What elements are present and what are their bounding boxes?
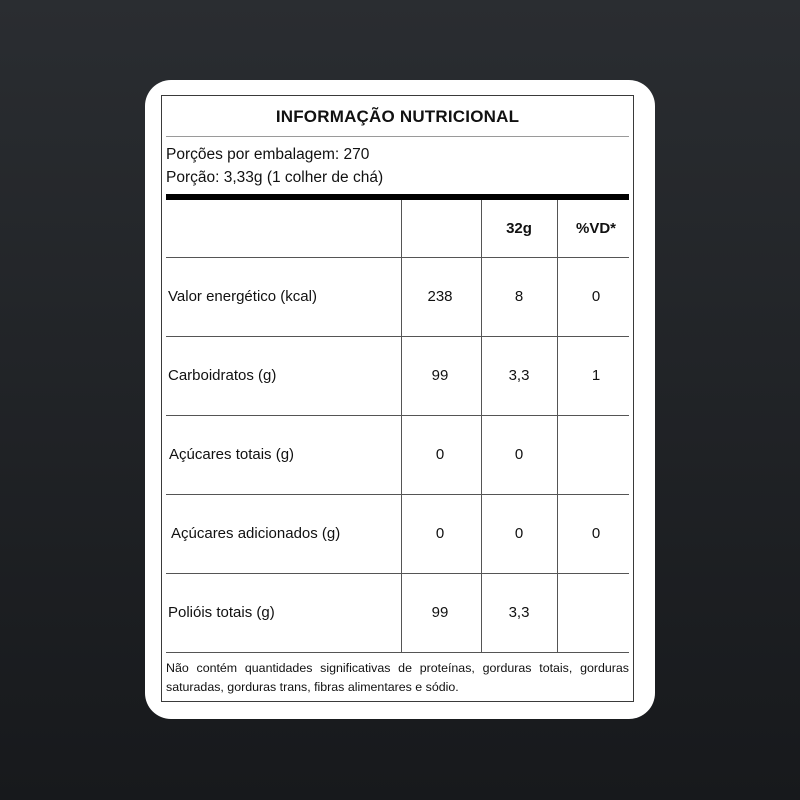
value-daily-percent: 1 [591,367,601,384]
nutrient-name: Carboidratos (g) [168,367,277,384]
value-per-100g: 99 [431,604,449,621]
value-per-serving: 8 [514,288,524,305]
label-title: INFORMAÇÃO NUTRICIONAL [275,107,520,126]
row-divider [166,652,629,653]
nutrition-table [166,200,629,653]
value-per-100g: 238 [427,288,453,305]
value-per-100g: 0 [435,446,445,463]
header-per-serving: 32g [506,220,532,237]
serving-size: Porção: 3,33g (1 colher de chá) [166,169,384,186]
title-divider [166,136,629,137]
footnote: Não contém quantidades significativas de proteínas, gorduras totais, gorduras saturadas, gorduras trans, fibras alimentares e sódio. [166,661,629,694]
nutrient-name: Valor energético (kcal) [168,288,317,305]
nutrition-card [145,80,655,719]
row-divider [166,336,629,337]
row-divider [166,415,629,416]
servings-per-package: Porções por embalagem: 270 [166,146,370,163]
nutrient-name: Açúcares totais (g) [169,446,295,463]
nutrition-label [161,95,634,702]
header-daily-value: %VD* [575,220,617,237]
row-divider [166,494,629,495]
row-divider [166,573,629,574]
row-divider [166,257,629,258]
value-daily-percent: 0 [591,288,601,305]
value-per-100g: 0 [435,525,445,542]
nutrient-name: Polióis totais (g) [168,604,275,621]
nutrient-name: Açúcares adicionados (g) [171,525,341,542]
column-divider [401,200,402,653]
value-per-serving: 3,3 [508,367,530,384]
column-divider [481,200,482,653]
value-per-100g: 99 [431,367,449,384]
value-per-serving: 0 [514,446,524,463]
value-per-serving: 3,3 [508,604,530,621]
value-daily-percent: 0 [591,525,601,542]
value-per-serving: 0 [514,525,524,542]
column-divider [557,200,558,653]
